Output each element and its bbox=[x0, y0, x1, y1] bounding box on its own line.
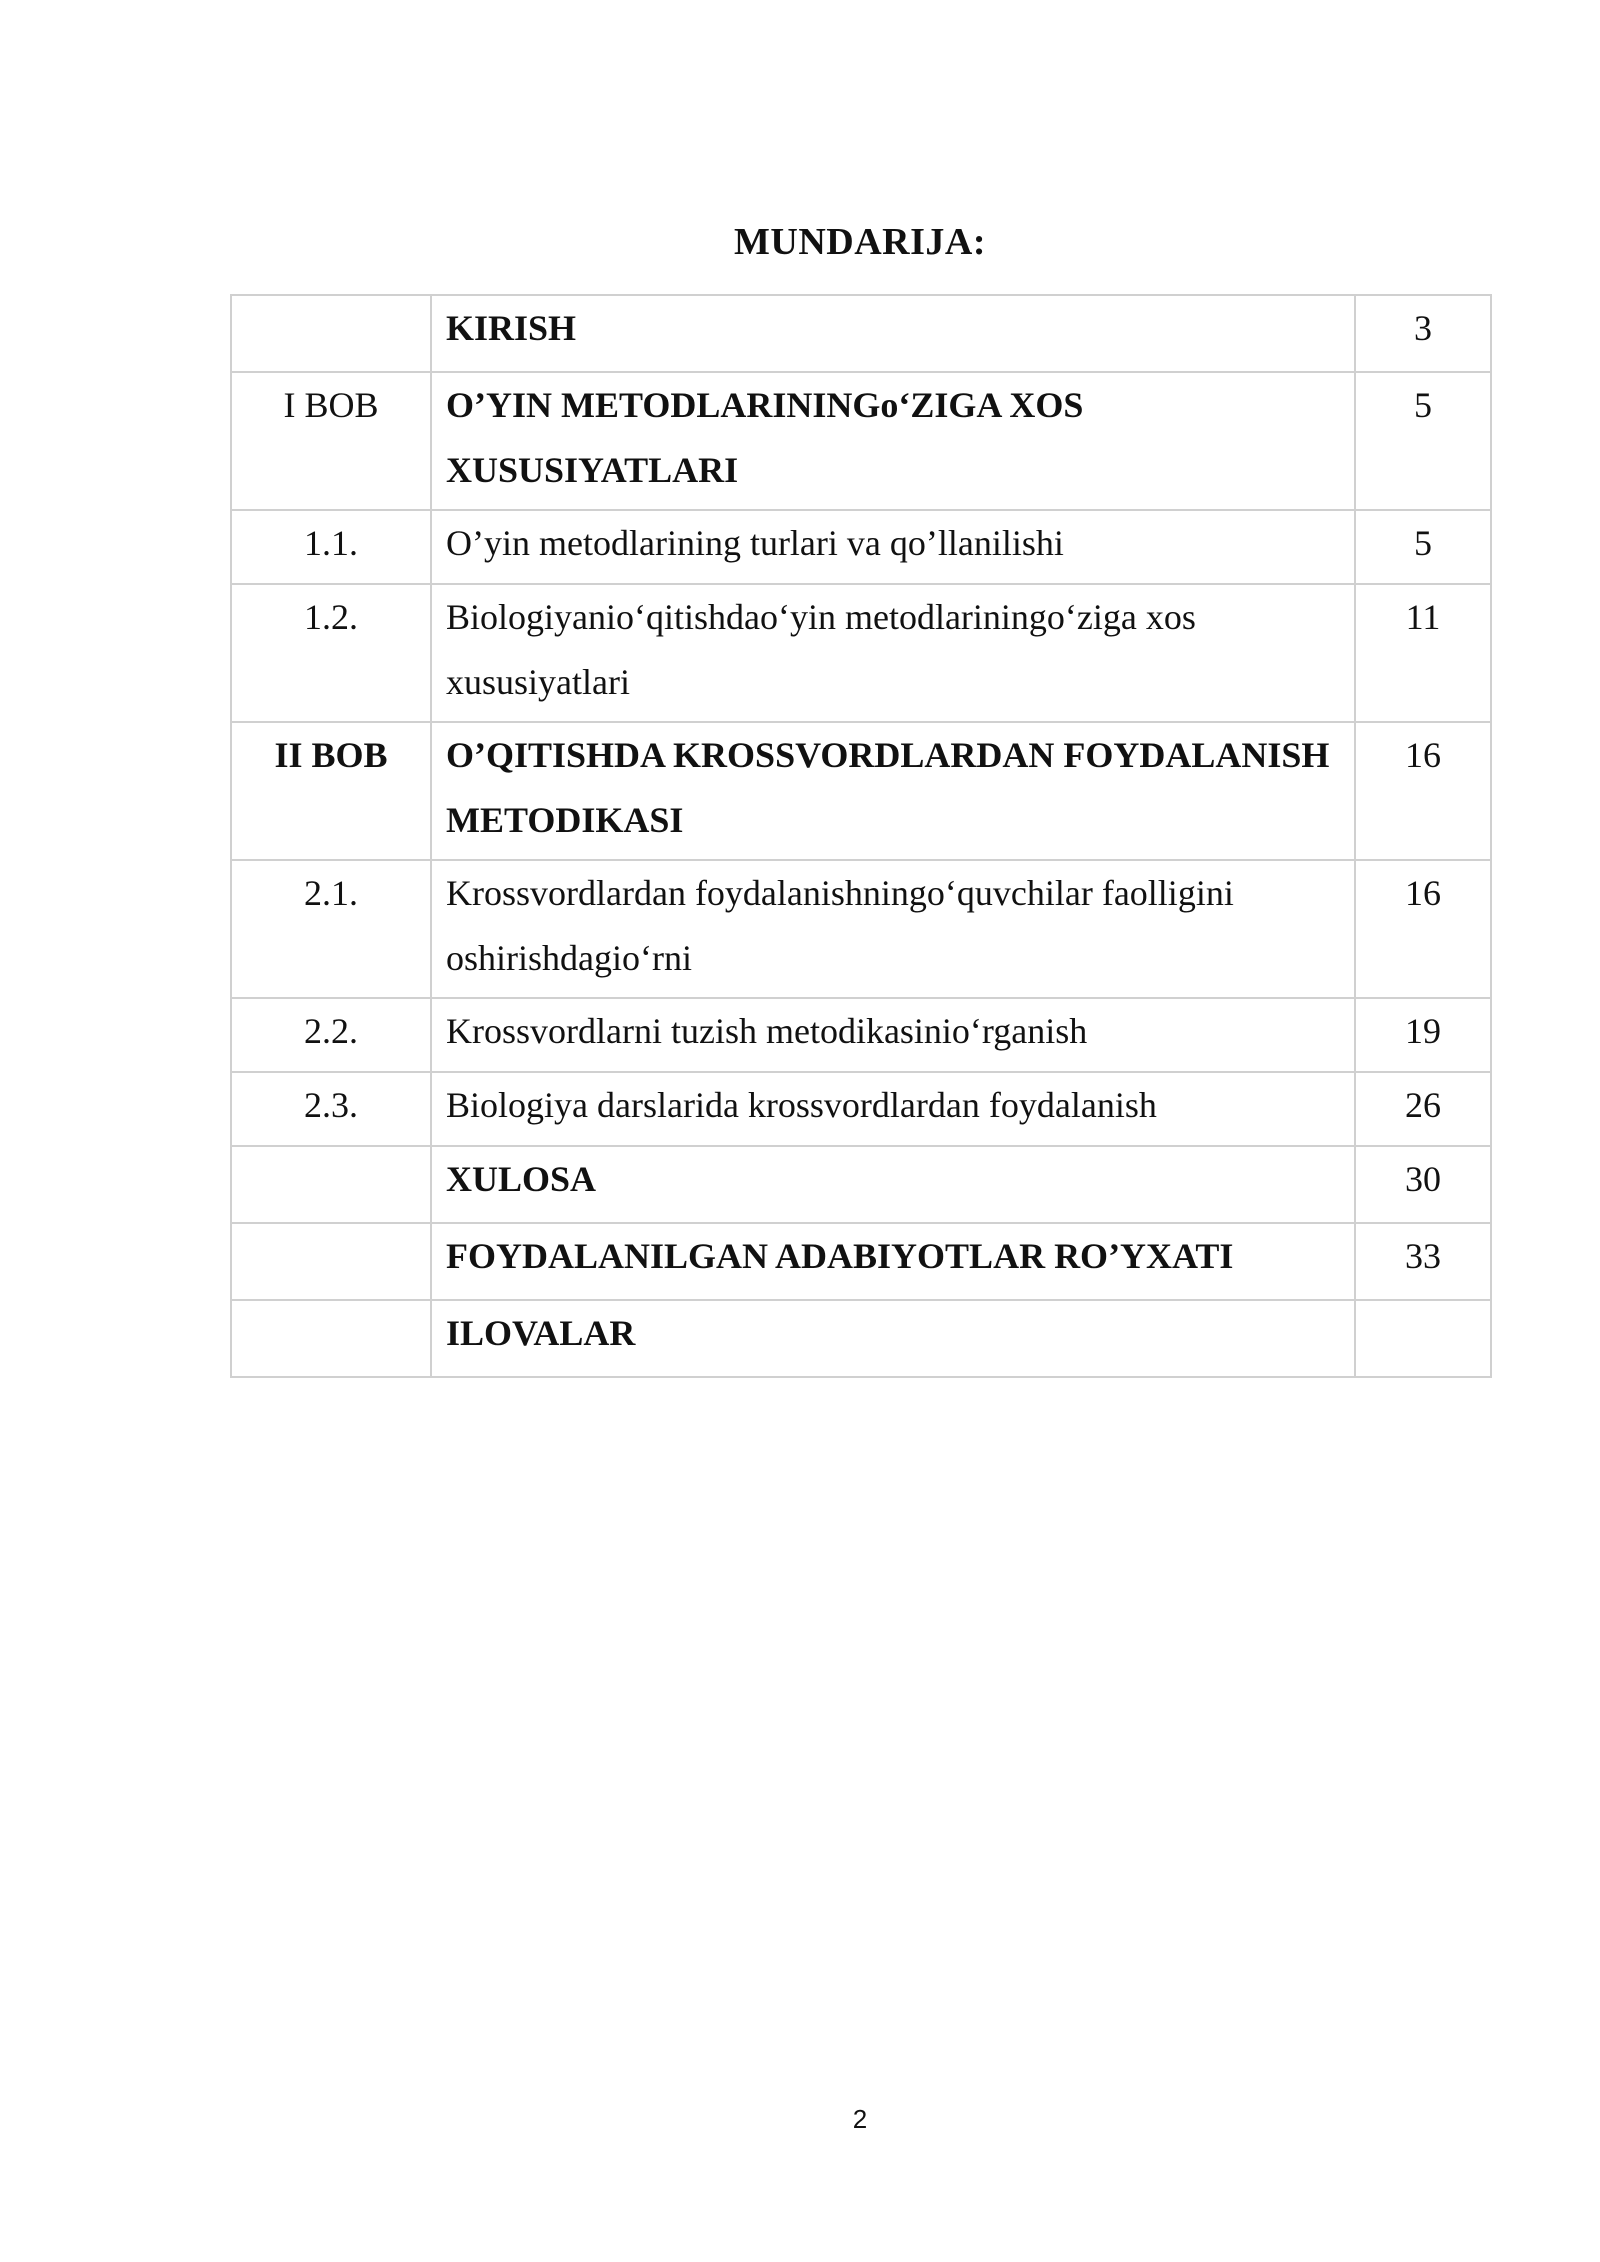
toc-row-title: KIRISH bbox=[431, 295, 1355, 372]
toc-row-section-2-1 bbox=[231, 860, 1491, 998]
toc-row-page: 19 bbox=[1355, 998, 1491, 1072]
toc-row-title: O’yin metodlarining turlari va qo’llanilishi bbox=[431, 510, 1355, 584]
toc-row-references bbox=[231, 1223, 1491, 1300]
toc-row-section-2-2 bbox=[231, 998, 1491, 1072]
toc-row-title: FOYDALANILGAN ADABIYOTLAR RO’YXATI bbox=[431, 1223, 1355, 1300]
toc-row-title: Biologiya darslarida krossvordlardan foydalanish bbox=[431, 1072, 1355, 1146]
toc-row-page bbox=[1355, 1300, 1491, 1377]
toc-row-page: 16 bbox=[1355, 860, 1491, 998]
toc-row-title: O’QITISHDA KROSSVORDLARDAN FOYDALANISH METODIKASI bbox=[431, 722, 1355, 860]
toc-row-chapter-1 bbox=[231, 372, 1491, 510]
toc-row-xulosa bbox=[231, 1146, 1491, 1223]
toc-row-page: 16 bbox=[1355, 722, 1491, 860]
toc-row-number bbox=[231, 1146, 431, 1223]
page-title: MUNDARIJA: bbox=[734, 221, 986, 263]
toc-row-section-1-2 bbox=[231, 584, 1491, 722]
toc-row-title: O’YIN METODLARININGo‘ZIGA XOS XUSUSIYATLARI bbox=[431, 372, 1355, 510]
toc-row-chapter-2 bbox=[231, 722, 1491, 860]
toc-row-kirish bbox=[231, 295, 1491, 372]
toc-row-number: II BOB bbox=[231, 722, 431, 860]
toc-row-section-2-3 bbox=[231, 1072, 1491, 1146]
toc-row-title: Krossvordlarni tuzish metodikasinio‘rganish bbox=[431, 998, 1355, 1072]
toc-row-page: 26 bbox=[1355, 1072, 1491, 1146]
toc-row-title: Biologiyanio‘qitishdao‘yin metodlariningo‘ziga xos xususiyatlari bbox=[431, 584, 1355, 722]
toc-row-page: 5 bbox=[1355, 510, 1491, 584]
toc-row-section-1-1 bbox=[231, 510, 1491, 584]
toc-row-number: 1.2. bbox=[231, 584, 431, 722]
toc-row-number: 1.1. bbox=[231, 510, 431, 584]
toc-row-number bbox=[231, 1223, 431, 1300]
toc-row-page: 3 bbox=[1355, 295, 1491, 372]
toc-row-number bbox=[231, 295, 431, 372]
toc-row-page: 11 bbox=[1355, 584, 1491, 722]
toc-row-number: 2.2. bbox=[231, 998, 431, 1072]
toc-row-title: Krossvordlardan foydalanishningo‘quvchilar faolligini oshirishdagio‘rni bbox=[431, 860, 1355, 998]
toc-row-number: 2.3. bbox=[231, 1072, 431, 1146]
page-number: 2 bbox=[852, 2104, 868, 2134]
toc-row-title: ILOVALAR bbox=[431, 1300, 1355, 1377]
toc-row-page: 33 bbox=[1355, 1223, 1491, 1300]
toc-row-appendices bbox=[231, 1300, 1491, 1377]
toc-row-number: I BOB bbox=[231, 372, 431, 510]
toc-row-number bbox=[231, 1300, 431, 1377]
toc-row-number: 2.1. bbox=[231, 860, 431, 998]
toc-row-page: 5 bbox=[1355, 372, 1491, 510]
table-of-contents bbox=[230, 294, 1492, 1378]
toc-row-page: 30 bbox=[1355, 1146, 1491, 1223]
toc-row-title: XULOSA bbox=[431, 1146, 1355, 1223]
